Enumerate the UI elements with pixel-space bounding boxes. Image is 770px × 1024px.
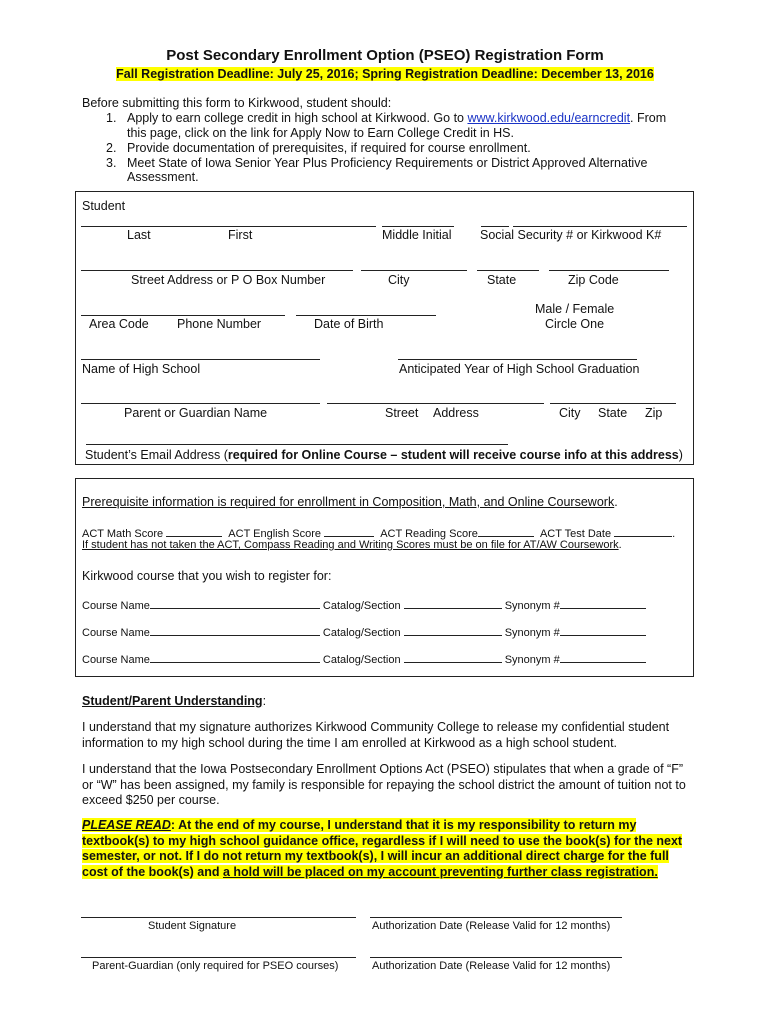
synonym-field[interactable] (560, 597, 646, 609)
catalog-field[interactable] (404, 597, 502, 609)
understanding-heading-text: Student/Parent Understanding (82, 694, 263, 708)
intro-item-1 (127, 111, 666, 125)
intro-num-3: 3. (106, 156, 117, 170)
act-math-label: ACT Math Score (82, 528, 164, 540)
auth-date-field-1[interactable] (370, 917, 622, 918)
act-scores-row (82, 525, 675, 540)
synonym-label: Synonym # (504, 627, 560, 639)
intro-item-1-cont: this page, click on the link for Apply Now to Earn College Credit in HS. (127, 126, 514, 140)
course-row (82, 624, 646, 639)
zip-label: Zip Code (568, 273, 619, 287)
state-label: State (487, 273, 517, 287)
act-end: . (672, 528, 676, 540)
high-school-field[interactable] (81, 359, 320, 360)
synonym-field[interactable] (560, 651, 646, 663)
act-reading-field[interactable] (478, 525, 534, 537)
email-field[interactable] (86, 444, 508, 445)
high-school-label: Name of High School (82, 362, 201, 376)
student-signature-label: Student Signature (148, 920, 237, 932)
synonym-field[interactable] (560, 624, 646, 636)
first-label: First (228, 228, 253, 242)
phone-label: Phone Number (177, 317, 262, 331)
course-name-field[interactable] (150, 624, 320, 636)
intro-num-2: 2. (106, 141, 117, 155)
zip-field[interactable] (549, 270, 669, 271)
course-name-label: Course Name (82, 600, 150, 612)
prereq-period: . (614, 495, 618, 509)
act-test-field[interactable] (614, 525, 672, 537)
parent-csz-field[interactable] (550, 403, 676, 404)
synonym-label: Synonym # (504, 600, 560, 612)
ssn-label: Social Security # or Kirkwood K# (480, 228, 662, 242)
intro-item-3-cont: Assessment. (127, 170, 199, 184)
deadline-banner (0, 67, 770, 81)
parent-state-label: State (598, 406, 628, 420)
name-field[interactable] (81, 226, 376, 227)
grad-year-field[interactable] (398, 359, 637, 360)
city-field[interactable] (361, 270, 467, 271)
parent-street-field[interactable] (327, 403, 544, 404)
understanding-colon: : (262, 694, 267, 708)
understanding-p1: I understand that my signature authorizes Kirkwood Community College to release my confidential student information to my high school during the time I am enrolled at Kirkwood as a high school student. (82, 720, 670, 750)
last-label: Last (127, 228, 151, 242)
prereq-heading (82, 495, 618, 509)
please-read-notice (82, 818, 694, 880)
parent-address-label: Address (433, 406, 479, 420)
ssn-field[interactable] (513, 226, 687, 227)
student-heading: Student (82, 199, 126, 213)
register-heading: Kirkwood course that you wish to register for: (82, 569, 332, 583)
city-label: City (388, 273, 410, 287)
parent-street-label: Street (385, 406, 419, 420)
act-note (82, 539, 622, 551)
dob-label: Date of Birth (314, 317, 384, 331)
parent-label: Parent or Guardian Name (124, 406, 268, 420)
act-test-label: ACT Test Date (539, 528, 612, 540)
intro-lead: Before submitting this form to Kirkwood, student should: (82, 96, 392, 110)
course-name-field[interactable] (150, 651, 320, 663)
intro-item-1-text: Apply to earn college credit in high school at Kirkwood. Go to (127, 111, 468, 125)
catalog-label: Catalog/Section (322, 600, 401, 612)
act-note-end: . (618, 539, 622, 551)
act-note-text: If student has not taken the ACT, Compass Reading and Writing Scores must be on file for AT/AW Coursework (82, 539, 619, 551)
act-english-field[interactable] (324, 525, 374, 537)
parent-city-label: City (559, 406, 581, 420)
parent-signature-label: Parent-Guardian (only required for PSEO courses) (92, 960, 339, 972)
auth-date-field-2[interactable] (370, 957, 622, 958)
intro-item-1-tail: . From (630, 111, 667, 125)
gender-label[interactable]: Male / Female (535, 302, 615, 316)
course-row (82, 597, 646, 612)
act-english-label: ACT English Score (228, 528, 322, 540)
course-name-label: Course Name (82, 654, 150, 666)
course-name-field[interactable] (150, 597, 320, 609)
email-requirement: required for Online Course – student will receive course info at this address (227, 448, 679, 462)
understanding-p2: I understand that the Iowa Postsecondary Enrollment Options Act (PSEO) stipulates that when a grade of “F” or “W” has been assigned, my family is responsible for repaying the school district the amount of tuition not to exceed $250 per course. (82, 762, 686, 807)
act-math-field[interactable] (166, 525, 222, 537)
form-title: Post Secondary Enrollment Option (PSEO) Registration Form (166, 47, 604, 64)
intro-item-3: Meet State of Iowa Senior Year Plus Proficiency Requirements or District Approved Alternative (127, 156, 648, 170)
catalog-field[interactable] (404, 624, 502, 636)
street-field[interactable] (81, 270, 353, 271)
email-label-close: ) (678, 448, 683, 462)
catalog-label: Catalog/Section (322, 654, 401, 666)
parent-signature-field[interactable] (81, 957, 356, 958)
state-field[interactable] (477, 270, 539, 271)
please-read-text: : At the end of my course, I understand that it is my responsibility to return my textbook(s) to my high school guidance office, regardless if I will need to use the book(s) for the next semester, or not. If I do not return my textbook(s), I will incur an additional direct charge for the full cost of the book(s) and (82, 818, 683, 879)
area-code-label: Area Code (89, 317, 149, 331)
email-label (85, 448, 683, 462)
course-row (82, 651, 646, 666)
student-signature-field[interactable] (81, 917, 356, 918)
phone-field[interactable] (81, 315, 285, 316)
ssn-prefix-field[interactable] (481, 226, 509, 227)
middle-label: Middle Initial (382, 228, 452, 242)
middle-initial-field[interactable] (382, 226, 454, 227)
synonym-label: Synonym # (504, 654, 560, 666)
hold-warning: a hold will be placed on my account preventing further class registration. (222, 864, 658, 879)
earncredit-link[interactable]: www.kirkwood.edu/earncredit (467, 111, 631, 125)
auth-date-label-1: Authorization Date (Release Valid for 12 months) (372, 920, 611, 932)
grad-year-label: Anticipated Year of High School Graduation (399, 362, 640, 376)
understanding-heading (82, 694, 266, 708)
catalog-label: Catalog/Section (322, 627, 401, 639)
course-name-label: Course Name (82, 627, 150, 639)
deadline-text: Fall Registration Deadline: July 25, 2016; Spring Registration Deadline: December 13, 2016 (116, 67, 654, 81)
intro-num-1: 1. (106, 111, 117, 125)
email-label-text: Student’s Email Address ( (85, 448, 228, 462)
parent-name-field[interactable] (81, 403, 320, 404)
prereq-heading-text: Prerequisite information is required for enrollment in Composition, Math, and Online Coursework (82, 495, 615, 509)
circle-one-label: Circle One (545, 317, 605, 331)
parent-zip-label: Zip (645, 406, 663, 420)
auth-date-label-2: Authorization Date (Release Valid for 12 months) (372, 960, 611, 972)
street-label: Street Address or P O Box Number (131, 273, 326, 287)
dob-field[interactable] (296, 315, 436, 316)
act-reading-label: ACT Reading Score (380, 528, 478, 540)
please-read-label: PLEASE READ (82, 818, 171, 832)
intro-item-2: Provide documentation of prerequisites, if required for course enrollment. (127, 141, 531, 155)
catalog-field[interactable] (404, 651, 502, 663)
